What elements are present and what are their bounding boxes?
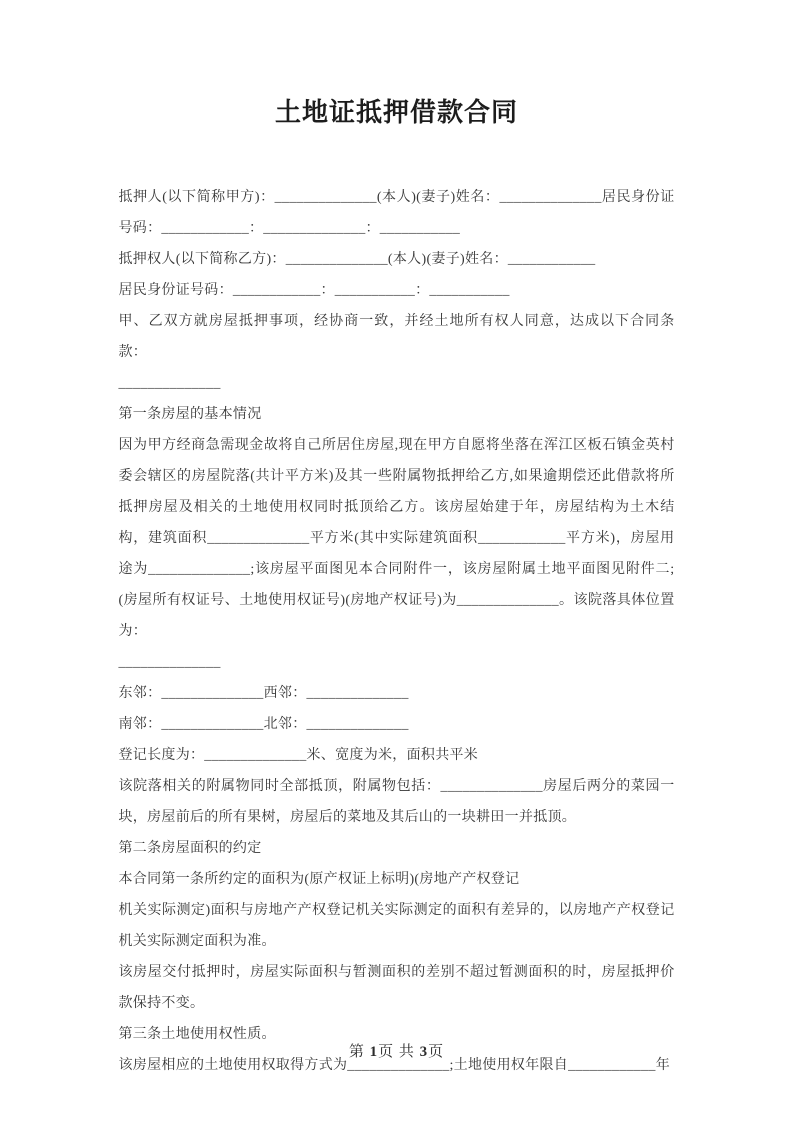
blank-fill-line: ______________ [118,376,221,391]
clause-2-heading: 第二条房屋面积的约定 [118,841,262,856]
contract-body [119,182,675,1081]
footer-label-total: 共 [398,1044,415,1060]
registered-dimensions: 登记长度为：______________米、宽度为米，面积共平米 [118,748,479,763]
clause-1-heading: 第一条房屋的基本情况 [118,407,262,422]
blank-fill-line: ______________ [118,655,221,670]
contract-document [119,0,675,1081]
footer-label-unit: 页 [378,1044,395,1060]
party-a-line: 抵押人(以下简称甲方)：______________(本人)(妻子)姓名：______________居民身份证号码：____________：______________：___________ [118,190,675,236]
appurtenances: 该院落相关的附属物同时全部抵顶，附属物包括：______________房屋后两分的菜园一块，房屋前后的所有果树，房屋后的菜地及其后山的一块耕田一并抵顶。 [118,779,675,825]
clause-2-body-1: 本合同第一条所约定的面积为(原产权证上标明)(房地产产权登记 [118,872,520,887]
neighbors-east-west: 东邻：______________西邻：______________ [118,686,409,701]
clause-1-body: 因为甲方经商急需现金故将自己所居住房屋,现在甲方自愿将坐落在浑江区板石镇金英村委会辖区的房屋院落(共计平方米)及其一些附属物抵押给乙方,如果逾期偿还此借款将所抵押房屋及相关的土地使用权同时抵顶给乙方。该房屋始建于年，房屋结构为土木结构，建筑面积______________平方米(其中实际建筑面积____________平方米)，房屋用途为______________;该房屋平面图见本合同附件一，该房屋附属土地平面图见附件二;(房屋所有权证号、土地使用权证号)(房地产权证号)为______________。该院落具体位置为： [118,438,675,639]
clause-2-body-2: 机关实际测定)面积与房地产产权登记机关实际测定的面积有差异的，以房地产产权登记机关实际测定面积为准。 [118,903,675,949]
footer-label-page: 第 [348,1044,365,1060]
agreement-intro: 甲、乙双方就房屋抵押事项，经协商一致，并经土地所有权人同意，达成以下合同条款： [118,314,675,360]
clause-3-body: 该房屋相应的土地使用权取得方式为______________;土地使用权年限自____________年 [118,1058,670,1073]
neighbors-south-north: 南邻：______________北邻：______________ [118,717,409,732]
footer-label-unit-2: 页 [428,1044,445,1060]
party-b-line: 抵押权人(以下简称乙方)：______________(本人)(妻子)姓名：____________ [118,252,596,267]
clause-2-body-3: 该房屋交付抵押时，房屋实际面积与暂测面积的差别不超过暂测面积的时，房屋抵押价款保持不变。 [118,965,675,1011]
clause-3-heading: 第三条土地使用权性质。 [118,1027,276,1042]
document-title: 土地证抵押借款合同 [274,98,518,127]
party-b-id-line: 居民身份证号码：____________：___________：___________ [118,283,510,298]
page-footer [0,1040,793,1061]
footer-page-number: 1 [369,1044,379,1060]
footer-total-pages: 3 [419,1044,429,1060]
